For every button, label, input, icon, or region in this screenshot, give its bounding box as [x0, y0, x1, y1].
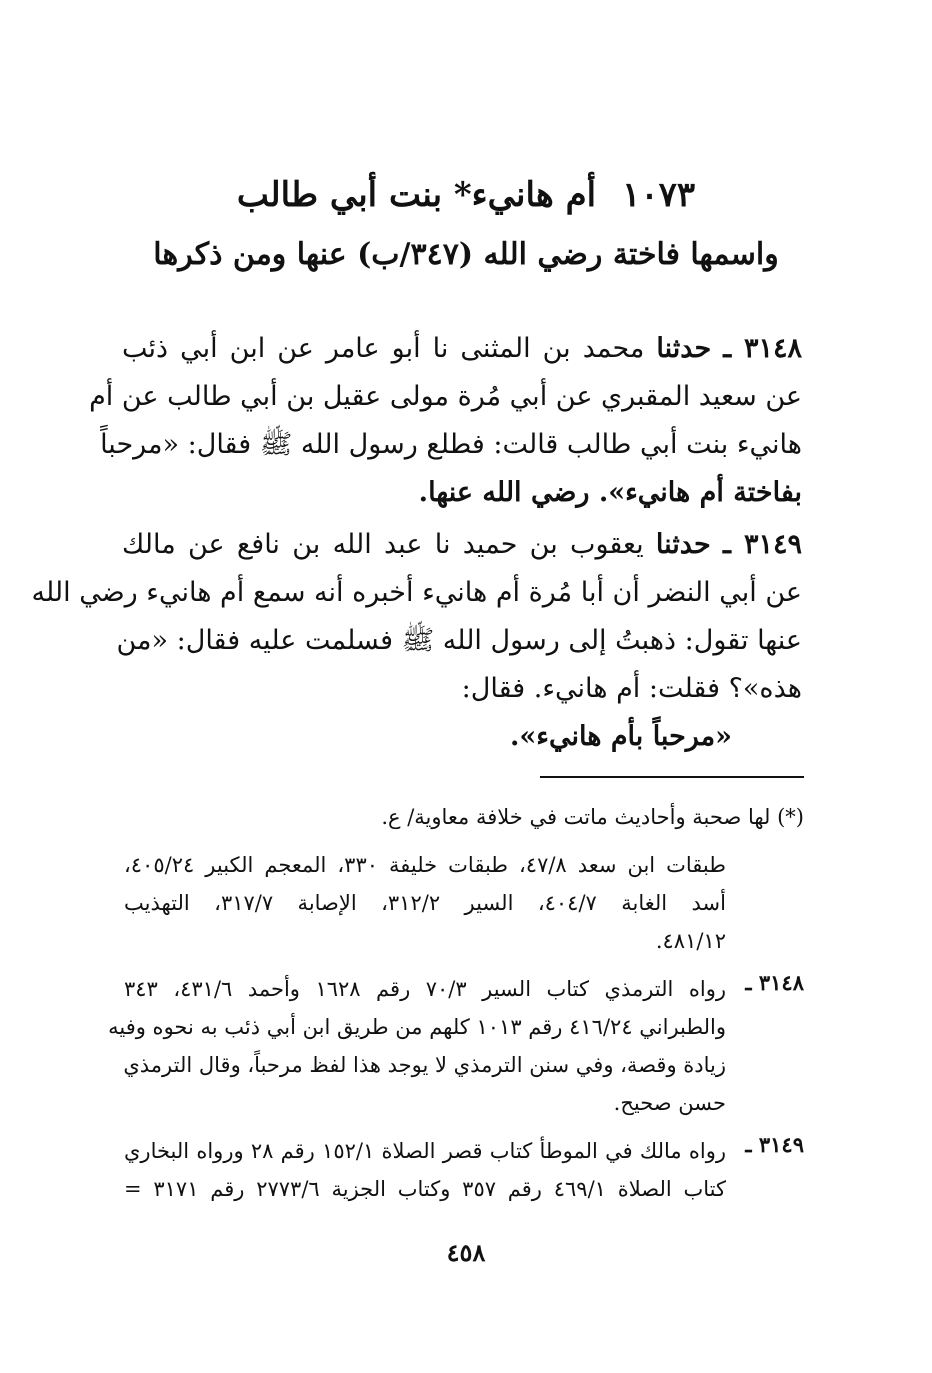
- footnote-line: ٤٨١/١٢.: [655, 929, 726, 953]
- chapter-subtitle: واسمها فاختة رضي الله (٣٤٧/ب) عنها ومن ذكرها: [153, 237, 779, 272]
- hadith-line: عن أبي النضر أن أبا مُرة أم هانيء أخبره أنه سمع أم هانيء رضي الله: [31, 577, 802, 608]
- hadith-3148: [89, 325, 803, 517]
- footnote-line: طبقات ابن سعد ٤٧/٨، طبقات خليفة ٣٣٠، المعجم الكبير ٤٠٥/٢٤،: [124, 853, 726, 877]
- footnote-3149: [124, 1132, 804, 1208]
- footnote-line: زيادة وقصة، وفي سنن الترمذي لا يوجد هذا لفظ مرحباً، وقال الترمذي: [123, 1053, 726, 1077]
- hadith-text: يعقوب بن حميد نا عبد الله بن نافع عن مالك: [122, 529, 644, 560]
- chapter-title: أم هانيء* بنت أبي طالب: [236, 175, 597, 215]
- page-number: ٤٥٨: [446, 1238, 486, 1267]
- hadith-line: «مرحباً بأم هانيء».: [509, 721, 732, 752]
- hadith-lead-word: حدثنا: [655, 529, 711, 560]
- hadith-number: ٣١٤٩ ـ: [722, 529, 802, 560]
- footnote-number: ٣١٤٨ ـ: [745, 970, 804, 995]
- hadith-lead-word: حدثنا: [656, 333, 712, 364]
- hadith-line: عنها تقول: ذهبتُ إلى رسول الله ﷺ فسلمت عليه فقال: «من: [116, 625, 802, 656]
- footnote-line: رواه الترمذي كتاب السير ٧٠/٣ رقم ١٦٢٨ وأحمد ٤٣١/٦، ٣٤٣: [124, 977, 726, 1001]
- footnote-line: والطبراني ٤١٦/٢٤ رقم ١٠١٣ كلهم من طريق ابن أبي ذئب به نحوه وفيه: [108, 1015, 726, 1039]
- hadith-line: عن سعيد المقبري عن أبي مُرة مولى عقيل بن أبي طالب عن أم: [89, 381, 802, 412]
- footnote-line: حسن صحيح.: [613, 1091, 726, 1115]
- hadith-line: هانيء بنت أبي طالب قالت: فطلع رسول الله ﷺ فقال: «مرحباً: [100, 429, 802, 460]
- footnote-divider: [540, 776, 804, 778]
- hadith-first-line: [122, 521, 802, 569]
- hadith-3149: [31, 521, 802, 761]
- hadith-line: هذه»؟ فقلت: أم هانيء. فقال:: [461, 673, 802, 704]
- hadith-first-line: [122, 325, 802, 373]
- hadith-line: بفاختة أم هانيء». رضي الله عنها.: [418, 477, 802, 508]
- footnote-line: كتاب الصلاة ٤٦٩/١ رقم ٣٥٧ وكتاب الجزية ٢٧٧٣/٦ رقم ٣١٧١ =: [124, 1177, 726, 1201]
- footnote-line: (*) لها صحبة وأحاديث ماتت في خلافة معاوية/ ع.: [381, 805, 804, 829]
- hadith-text: محمد بن المثنى نا أبو عامر عن ابن أبي ذئب: [122, 333, 645, 364]
- hadith-number: ٣١٤٨ ـ: [723, 333, 803, 364]
- chapter-heading: [120, 170, 812, 220]
- chapter-number: ١٠٧٣: [622, 175, 696, 215]
- footnote-star: [124, 798, 804, 836]
- footnote-line: رواه مالك في الموطأ كتاب قصر الصلاة ١٥٢/١ رقم ٢٨ ورواه البخاري: [124, 1139, 726, 1163]
- footnote-sources: [124, 846, 804, 960]
- footnote-line: أسد الغابة ٤٠٤/٧، السير ٣١٢/٢، الإصابة ٣١٧/٧، التهذيب: [124, 891, 726, 915]
- footnote-number: ٣١٤٩ ـ: [745, 1132, 804, 1157]
- footnote-3148: [108, 970, 804, 1122]
